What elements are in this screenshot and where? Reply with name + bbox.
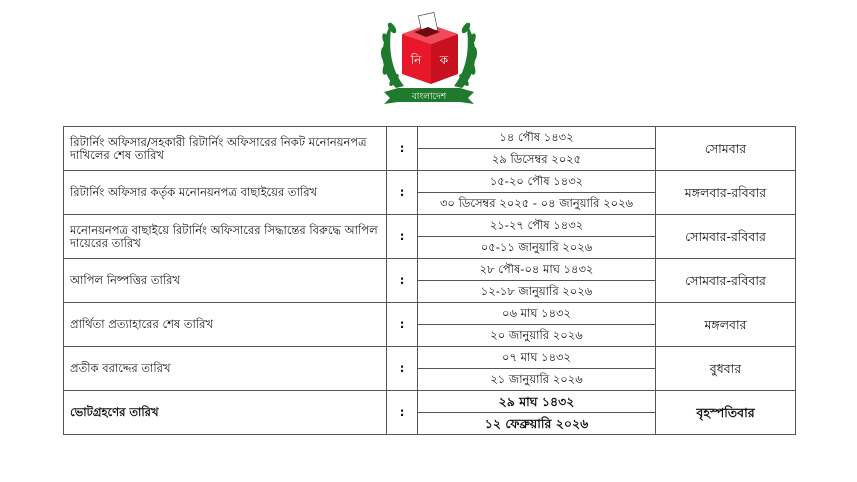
weekday: মঙ্গলবার	[656, 303, 796, 347]
gregorian-date: ১২ ফেব্রুয়ারি ২০২৬	[418, 413, 656, 435]
bangla-date: ১৪ পৌষ ১৪৩২	[418, 127, 656, 149]
colon: :	[387, 259, 418, 303]
colon: :	[387, 127, 418, 171]
row-label: রিটার্নিং অফিসার কর্তৃক মনোনয়নপত্র বাছাইয়ের তারিখ	[64, 171, 387, 215]
colon: :	[387, 347, 418, 391]
schedule-row-nomination-deadline	[64, 127, 796, 149]
country-label: বাংলাদেশ	[411, 92, 447, 102]
weekday: সোমবার-রবিবার	[656, 215, 796, 259]
gregorian-date: ২৯ ডিসেম্বর ২০২৫	[418, 149, 656, 171]
svg-text:ক: ক	[439, 53, 449, 67]
gregorian-date: ০৫-১১ জানুয়ারি ২০২৬	[418, 237, 656, 259]
row-label: আপিল নিষ্পত্তির তারিখ	[64, 259, 387, 303]
gregorian-date: ২০ জানুয়ারি ২০২৬	[418, 325, 656, 347]
bangla-date: ১৫-২০ পৌষ ১৪৩২	[418, 171, 656, 193]
weekday: সোমবার	[656, 127, 796, 171]
gregorian-date: ২১ জানুয়ারি ২০২৬	[418, 369, 656, 391]
bangla-date: ২৯ মাঘ ১৪৩২	[418, 391, 656, 413]
country-ribbon	[384, 88, 474, 104]
row-label: রিটার্নিং অফিসার/সহকারী রিটার্নিং অফিসারের নিকট মনোনয়নপত্র দাখিলের শেষ তারিখ	[64, 127, 387, 171]
colon: :	[387, 391, 418, 435]
weekday: বৃহস্পতিবার	[656, 391, 796, 435]
gregorian-date: ৩০ ডিসেম্বর ২০২৫ - ০৪ জানুয়ারি ২০২৬	[418, 193, 656, 215]
row-label: প্রার্থিতা প্রত্যাহারের শেষ তারিখ	[64, 303, 387, 347]
gregorian-date: ১২-১৮ জানুয়ারি ২০২৬	[418, 281, 656, 303]
schedule-row-voting-day	[64, 391, 796, 413]
weekday: সোমবার-রবিবার	[656, 259, 796, 303]
schedule-row-scrutiny	[64, 171, 796, 193]
election-schedule-table	[63, 126, 796, 435]
svg-text:নি: নি	[410, 53, 422, 67]
colon: :	[387, 303, 418, 347]
colon: :	[387, 171, 418, 215]
schedule-row-symbol-allocation	[64, 347, 796, 369]
bangla-date: ০৭ মাঘ ১৪৩২	[418, 347, 656, 369]
weekday: মঙ্গলবার-রবিবার	[656, 171, 796, 215]
row-label: ভোটগ্রহণের তারিখ	[64, 391, 387, 435]
bangla-date: ০৬ মাঘ ১৪৩২	[418, 303, 656, 325]
row-label: মনোনয়নপত্র বাছাইয়ে রিটার্নিং অফিসারের সিদ্ধান্তের বিরুদ্ধে আপিল দায়েরের তারিখ	[64, 215, 387, 259]
bangla-date: ২১-২৭ পৌষ ১৪৩২	[418, 215, 656, 237]
row-label: প্রতীক বরাদ্দের তারিখ	[64, 347, 387, 391]
election-commission-logo	[374, 6, 484, 110]
schedule-row-withdrawal	[64, 303, 796, 325]
colon: :	[387, 215, 418, 259]
ballot-box-icon	[402, 13, 458, 84]
weekday: বুধবার	[656, 347, 796, 391]
schedule-row-appeal-filing	[64, 215, 796, 237]
bangla-date: ২৮ পৌষ-০৪ মাঘ ১৪৩২	[418, 259, 656, 281]
schedule-row-appeal-disposal	[64, 259, 796, 281]
